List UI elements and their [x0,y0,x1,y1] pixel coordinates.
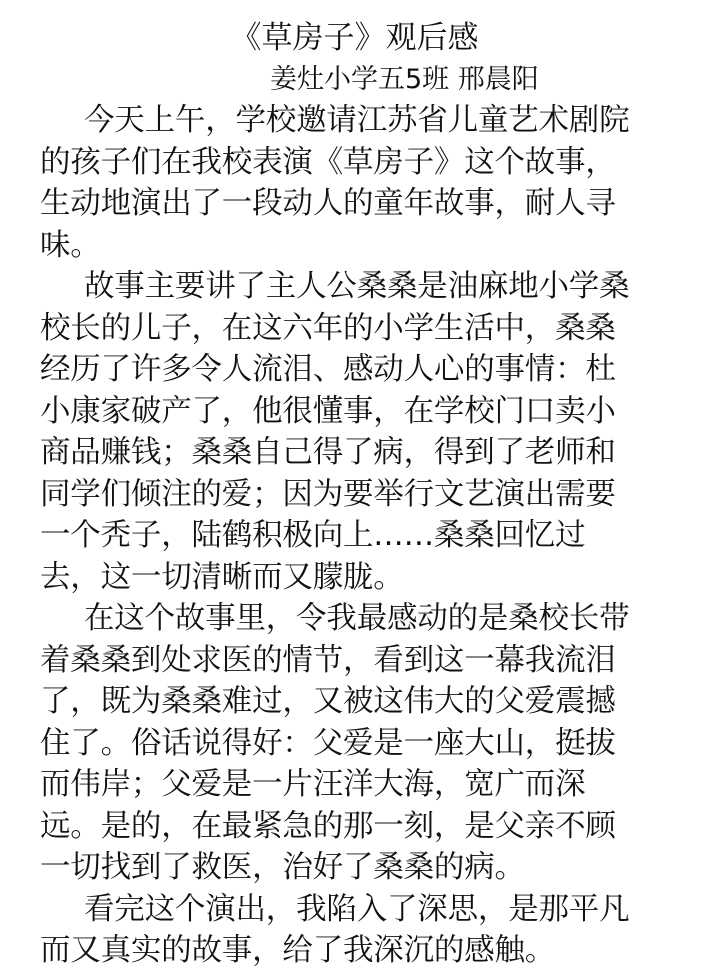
paragraph-1-line-3: 生动地演出了一段动人的童年故事，耐人寻 [40,186,616,221]
paragraph-1-line-2: 的孩子们在我校表演《草房子》这个故事， [40,144,616,180]
paragraph-3-line-6: 远。是的，在最紧急的那一刻，是父亲不顾 [40,808,616,844]
paragraph-3-line-5: 而伟岸；父爱是一片汪洋大海，宽广而深 [40,767,586,802]
paragraph-3-line-1: 在这个故事里，令我最感动的是桑校长带 [84,601,630,636]
essay-body [40,100,690,972]
paragraph-2-line-5: 商品赚钱；桑桑自己得了病，得到了老师和 [40,435,616,470]
paragraph-2-line-8: 去，这一切清晰而又朦胧。 [40,559,404,595]
paragraph-1-line-4: 味。 [40,227,101,263]
paragraph-3-line-4: 住了。俗话说得好：父爱是一座大山，挺拔 [40,725,616,761]
author-byline: 姜灶小学五5班 邢晨阳 [270,64,539,95]
paragraph-2-line-6: 同学们倾注的爱；因为要举行文艺演出需要 [40,476,616,512]
paragraph-2-line-1: 故事主要讲了主人公桑桑是油麻地小学桑 [84,269,630,304]
paragraph-3-line-7: 一切找到了救医，治好了桑桑的病。 [40,850,525,885]
paragraph-2-line-4: 小康家破产了，他很懂事，在学校门口卖小 [40,393,616,429]
paragraph-2-line-7: 一个秃子，陆鹤积极向上……桑桑回忆过 [40,518,586,553]
paragraph-3-line-2: 着桑桑到处求医的情节，看到这一幕我流泪 [40,642,616,678]
essay-title: 《草房子》观后感 [230,20,479,56]
paragraph-1-line-1: 今天上午，学校邀请江苏省儿童艺术剧院 [84,103,630,138]
paragraph-2-line-2: 校长的儿子，在这六年的小学生活中，桑桑 [40,310,616,346]
paragraph-3-line-3: 了，既为桑桑难过，又被这伟大的父爱震撼 [40,684,616,719]
paragraph-4-line-2: 而又真实的故事，给了我深沉的感触。 [40,933,556,968]
paragraph-4-line-1: 看完这个演出，我陷入了深思，是那平凡 [84,891,630,927]
paragraph-2-line-3: 经历了许多令人流泪、感动人心的事情：杜 [40,352,616,387]
